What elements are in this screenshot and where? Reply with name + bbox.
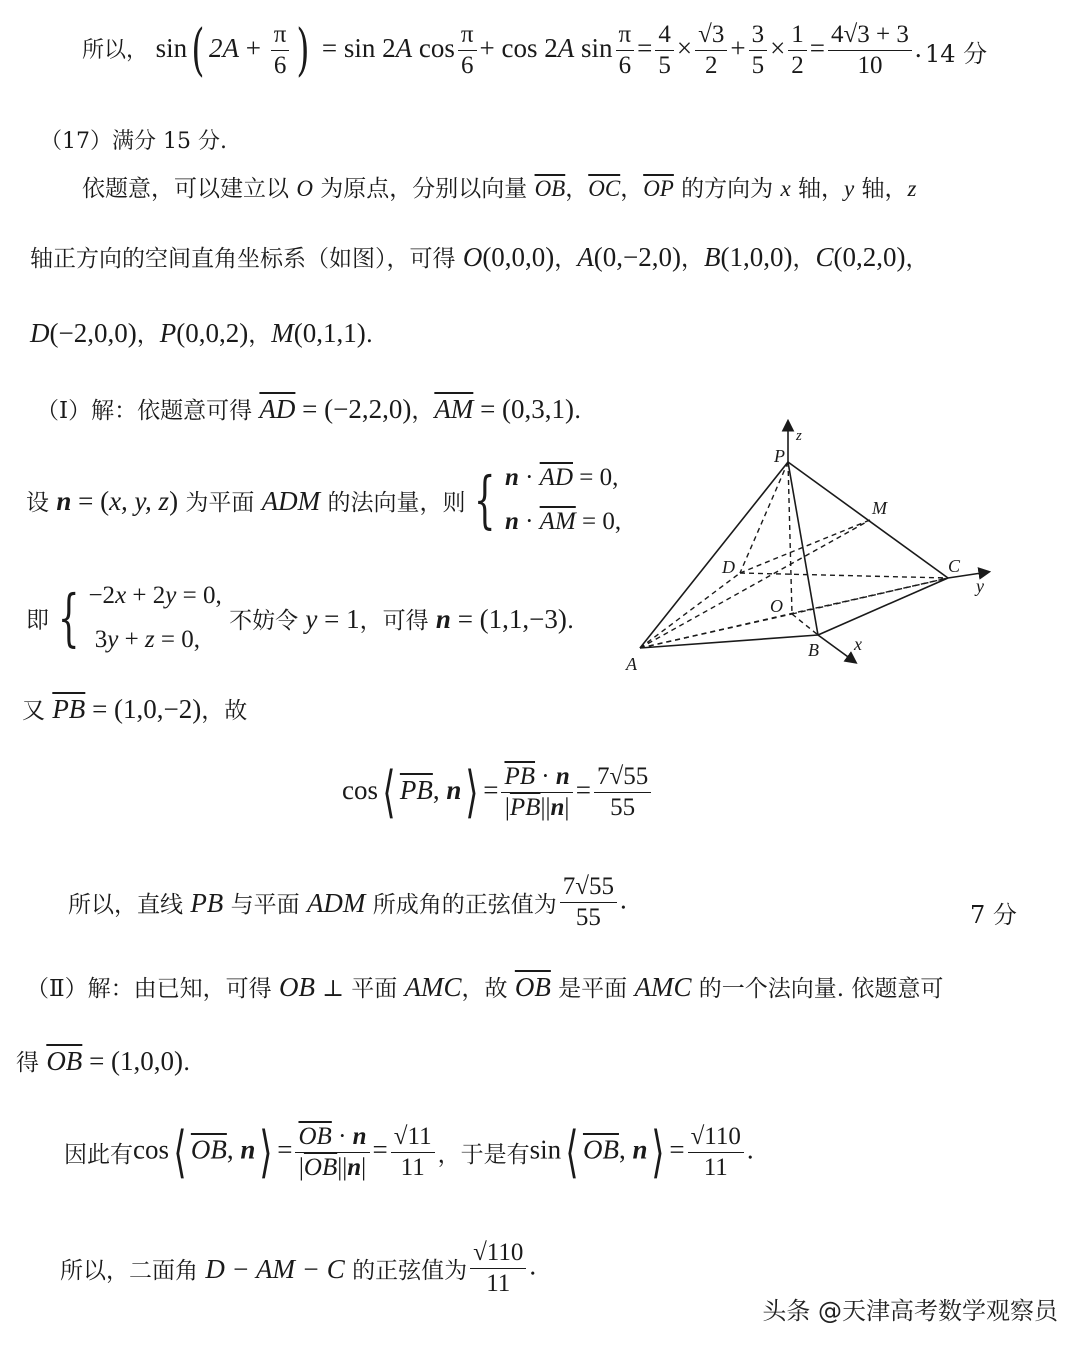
label-P: P xyxy=(774,446,785,466)
setup-line-2: 轴正方向的空间直角坐标系（如图），可得 O(0,0,0)，A(0,−2,0)，B(1,0,0)，C(0,2,0)， xyxy=(30,242,929,272)
top-prefix: 所以， xyxy=(82,38,149,63)
label-z: z xyxy=(796,428,802,444)
part1-line-4: 又 $\overline{PB} = (1,0,-2)$，故 xyxy=(22,694,248,724)
label-y: y xyxy=(976,576,984,596)
part1-answer-den: 55 xyxy=(575,904,601,931)
part1-line-3: 即 { −2x + 2y = 0, 3y + z = 0, 不妨令 y = 1，可得 n = (1,1,−3). xyxy=(26,581,575,654)
top-result-denominator: 10 xyxy=(857,52,883,79)
cos-pb-n-formula: cos⟨ $\overline{PB}$, n⟩ = $\frac{\overline{PB} \cdot n}{|\overline{PB}||n|}$ = $\frac{7√55}{55}$ xyxy=(342,762,654,823)
part1-conclusion: 所以，直线 PB 与平面 ADM 所成角的正弦值为 $\frac{7√55}{55}$ . xyxy=(68,873,627,931)
score-7: 7 分 xyxy=(970,901,1017,929)
setup-line-3: D(−2,0,0)，P(0,0,2)，M(0,1,1). xyxy=(30,318,373,348)
cos-result-num: 7√55 xyxy=(594,762,651,793)
part2-line-2: 得 $\overline{OB} = (1,0,0)$. xyxy=(16,1046,191,1076)
top-formula-line: 所以， sin( 2A + $\frac{\pi}{6}$ ) = sin 2A cos $\frac{\pi}{6}$ + cos 2A sin $\frac{\pi}{6}$ = $\frac{4}{5}$ × $\frac{√3}{2}$ + $\frac{3}{5}$ × $\frac{1}{2}$ = $\frac{4√3 + 3}{10}$ . xyxy=(82,17,922,83)
part2-answer-den: 11 xyxy=(486,1270,511,1297)
label-D: D xyxy=(722,557,735,577)
label-M: M xyxy=(872,498,887,518)
top-result-numerator: 4√3 + 3 xyxy=(828,20,912,51)
part2-conclusion: 所以，二面角 D − AM − C 的正弦值为 $\frac{√110}{11}$ . xyxy=(60,1239,537,1297)
part2-line-1: （Ⅱ）解：由已知，可得 OB ⊥ 平面 AMC，故 $\overline{OB}$ 是平面 AMC 的一个法向量. 依题意可 xyxy=(26,972,944,1002)
cos-ob-n-den: 11 xyxy=(400,1154,425,1181)
label-x: x xyxy=(854,634,862,654)
cos-ob-n-num: √11 xyxy=(391,1122,435,1153)
label-O: O xyxy=(770,596,783,616)
setup-line-1: 依题意，可以建立以 O 为原点，分别以向量 $\overline{OB}$，$\overline{OC}$，$\overline{OP}$ 的方向为 x 轴，y 轴，z xyxy=(82,176,917,202)
score-14: 14 分 xyxy=(925,40,988,68)
part2-answer-num: √110 xyxy=(470,1238,526,1269)
label-B: B xyxy=(808,640,819,660)
watermark: 头条 @天津高考数学观察员 xyxy=(762,1297,1058,1325)
part1-answer-num: 7√55 xyxy=(560,872,617,903)
pyramid-figure xyxy=(610,410,1010,680)
label-A: A xyxy=(626,654,637,674)
part2-line-3: 因此有cos⟨ $\overline{OB}$, n⟩ = $\frac{\overline{OB} \cdot n}{|\overline{OB}||n|}$ = $\frac{√11}{11}$ ，于是有sin⟨ $\overline{OB}$, n⟩ = $\frac{√110}{11}$ . xyxy=(64,1119,754,1185)
part1-line-2: 设 n = (x, y, z) 为平面 ADM 的法向量，则 { $n \cdot \overline{AD} = 0$, $n \cdot \overline{AM} = 0$, xyxy=(26,463,622,536)
sin-ob-n-num: √110 xyxy=(688,1122,744,1153)
label-C: C xyxy=(948,556,961,576)
sin-ob-n-den: 11 xyxy=(703,1154,728,1181)
problem-17-header: （17）满分 15 分. xyxy=(40,129,227,154)
cos-result-den: 55 xyxy=(610,794,636,821)
part1-line-1: （Ⅰ）解：依题意可得 $\overline{AD} = (-2,2,0)$，$\overline{AM} = (0,3,1)$. xyxy=(36,394,582,424)
